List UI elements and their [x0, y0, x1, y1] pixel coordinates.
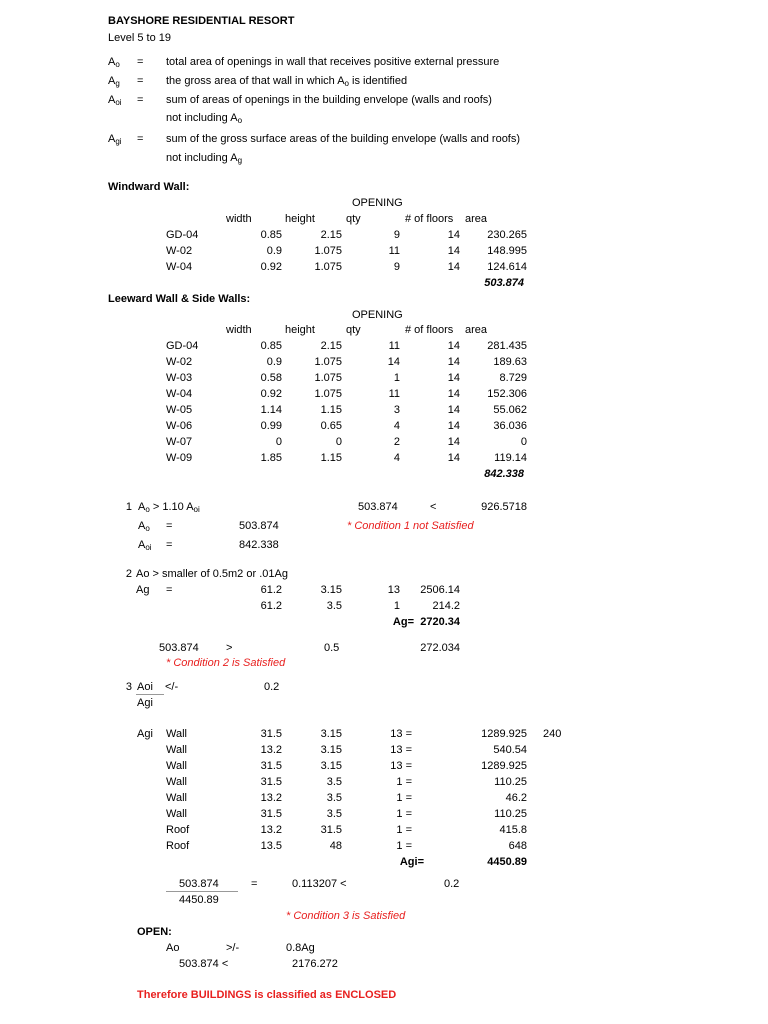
cell-length: 31.5 [260, 760, 282, 772]
cell-opening-code: W-03 [166, 372, 193, 384]
cell-surface-type: Wall [166, 728, 187, 740]
col-header-width: width [226, 324, 252, 336]
side-note: 240 [543, 728, 562, 740]
open-rhs-value: 2176.272 [292, 958, 338, 970]
def-equals: = [137, 133, 144, 145]
windward-title: Windward Wall: [108, 181, 190, 193]
equals-sign: = [166, 520, 173, 532]
def-symbol: $A_{oi}$ [108, 94, 122, 107]
ao-label: $A_o$ [138, 520, 150, 533]
condition-result: * Condition 1 not Satisfied [347, 520, 474, 532]
cell-qty: 9 [393, 261, 400, 273]
cell-surface-type: Roof [166, 824, 190, 836]
ratio-limit: 0.2 [264, 681, 280, 693]
cell-qty: 1 = [396, 792, 412, 804]
ag-total: 2720.34 [420, 616, 460, 628]
col-header-area: area [465, 324, 488, 336]
def-text: sum of areas of openings in the building envelope (walls and roofs) [166, 94, 492, 106]
aoi-label: $A_{oi}$ [138, 539, 152, 552]
cell-area: 152.306 [487, 388, 527, 400]
leeward-title: Leeward Wall & Side Walls: [108, 293, 251, 305]
ag-height: 3.15 [320, 584, 342, 596]
cell-height: 2.15 [320, 340, 342, 352]
cell-floors: 14 [447, 245, 460, 257]
cell-area: 189.63 [493, 356, 527, 368]
condition-result: * Condition 2 is Satisfied [166, 657, 286, 669]
cell-area: 415.8 [499, 824, 527, 836]
fraction-denominator: 4450.89 [179, 894, 219, 906]
cell-area: 119.14 [494, 452, 527, 464]
cell-qty: 1 = [396, 776, 412, 788]
col-header-height: height [285, 213, 315, 225]
equals-sign: = [166, 584, 173, 596]
cell-width: 0 [275, 436, 282, 448]
cell-floors: 14 [447, 452, 460, 464]
cell-surface-type: Wall [166, 776, 187, 788]
opening-header: OPENING [352, 309, 403, 321]
ag-width: 61.2 [260, 600, 282, 612]
cell-floors: 14 [447, 404, 460, 416]
cell-floors: 14 [447, 356, 460, 368]
def-symbol: $A_g$ [108, 75, 120, 88]
cell-area: 8.729 [499, 372, 527, 384]
cell-floors: 14 [447, 388, 460, 400]
cell-length: 31.5 [260, 808, 282, 820]
cell-height: 1.075 [314, 261, 342, 273]
def-symbol: $A_o$ [108, 56, 120, 69]
col-header-height: height [285, 324, 315, 336]
col-header-floors: # of floors [405, 213, 454, 225]
cell-height: 0.65 [320, 420, 342, 432]
cell-opening-code: W-04 [166, 388, 193, 400]
cell-qty: 4 [393, 452, 400, 464]
cell-opening-code: GD-04 [166, 340, 199, 352]
col-header-qty: qty [346, 213, 361, 225]
page-title: BAYSHORE RESIDENTIAL RESORT [108, 15, 295, 27]
cell-qty: 1 [393, 372, 400, 384]
cell-height: 1.15 [320, 452, 342, 464]
cell-width: 0.9 [266, 356, 282, 368]
ag-height: 3.5 [326, 600, 342, 612]
def-equals: = [137, 94, 144, 106]
cell-qty: 11 [388, 245, 400, 257]
cell-area: 1289.925 [481, 760, 527, 772]
cell-floors: 14 [447, 436, 460, 448]
cell-surface-type: Wall [166, 744, 187, 756]
fraction-bar [166, 891, 238, 892]
cell-height: 1.075 [314, 356, 342, 368]
condition-number: 3 [125, 681, 132, 693]
cell-opening-code: GD-04 [166, 229, 199, 241]
cell-qty: 2 [393, 436, 400, 448]
less-than-sign: < [430, 501, 437, 513]
cell-area: 55.062 [493, 404, 527, 416]
condition-formula: Ao > smaller of 0.5m2 or .01Ag [136, 568, 288, 580]
col-header-qty: qty [346, 324, 361, 336]
ratio-limit: 0.2 [444, 878, 460, 890]
cell-width: 0.58 [260, 372, 282, 384]
ao-value: 503.874 [358, 501, 398, 513]
cell-length: 13.5 [260, 840, 282, 852]
cell-height: 31.5 [320, 824, 342, 836]
one-percent-ag: 272.034 [420, 642, 460, 654]
fraction-numerator: 503.874 [179, 878, 219, 890]
agi-denominator: Agi [137, 697, 153, 709]
cell-floors: 14 [447, 229, 460, 241]
windward-total: 503.874 [484, 277, 524, 289]
cell-area: 148.995 [487, 245, 527, 257]
condition-formula: $A_o > 1.10$ $A_{oi}$ [138, 501, 200, 514]
cell-height: 1.075 [314, 388, 342, 400]
cell-length: 13.2 [260, 744, 282, 756]
cell-height: 0 [335, 436, 342, 448]
leeward-total: 842.338 [484, 468, 524, 480]
ao-value: 503.874 [239, 520, 279, 532]
ag-area: 214.2 [432, 600, 460, 612]
cell-height: 3.5 [326, 776, 342, 788]
cell-area: 540.54 [493, 744, 527, 756]
cell-surface-type: Wall [166, 760, 187, 772]
cell-height: 1.075 [314, 372, 342, 384]
page-subtitle: Level 5 to 19 [108, 32, 171, 44]
condition-rhs: 926.5718 [481, 501, 527, 513]
agi-total-label: Agi= [399, 856, 424, 868]
def-text-cont: not including $A_g$ [166, 152, 243, 165]
fraction-bar [136, 694, 164, 695]
cell-height: 1.075 [314, 245, 342, 257]
cell-area: 230.265 [487, 229, 527, 241]
cell-qty: 14 [387, 356, 400, 368]
ag-qty: 13 [387, 584, 400, 596]
condition-number: 1 [125, 501, 132, 513]
cell-height: 2.15 [320, 229, 342, 241]
cell-surface-type: Wall [166, 792, 187, 804]
ag-area: 2506.14 [420, 584, 460, 596]
def-text: the gross area of that wall in which $A_o$ is identified [166, 75, 408, 88]
cell-qty: 3 [393, 404, 400, 416]
cell-opening-code: W-09 [166, 452, 193, 464]
cell-opening-code: W-04 [166, 261, 193, 273]
cell-qty: 1 = [396, 808, 412, 820]
cell-opening-code: W-02 [166, 356, 193, 368]
def-text: total area of openings in wall that receives positive external pressure [166, 56, 500, 68]
cell-height: 3.5 [326, 792, 342, 804]
equals-sign: = [251, 878, 258, 890]
cell-qty: 4 [393, 420, 400, 432]
cell-height: 3.5 [326, 808, 342, 820]
def-equals: = [137, 56, 144, 68]
cell-surface-type: Wall [166, 808, 187, 820]
cell-floors: 14 [447, 420, 460, 432]
cell-area: 36.036 [493, 420, 527, 432]
cell-floors: 14 [447, 372, 460, 384]
conclusion: Therefore BUILDINGS is classified as ENCLOSED [137, 989, 397, 1001]
ao-label: Ao [166, 942, 180, 954]
cell-length: 31.5 [260, 776, 282, 788]
def-equals: = [137, 75, 144, 87]
def-text-cont: not including $A_o$ [166, 112, 243, 125]
ag-qty: 1 [393, 600, 400, 612]
cell-qty: 13 = [390, 760, 412, 772]
cell-qty: 13 = [390, 744, 412, 756]
cell-width: 0.85 [260, 229, 282, 241]
cell-height: 3.15 [320, 744, 342, 756]
greater-than-sign: > [226, 642, 233, 654]
cell-area: 124.614 [487, 261, 527, 273]
cell-area: 110.25 [494, 776, 527, 788]
col-header-floors: # of floors [405, 324, 454, 336]
condition-result: * Condition 3 is Satisfied [286, 910, 406, 922]
cell-length: 31.5 [260, 728, 282, 740]
cell-opening-code: W-02 [166, 245, 193, 257]
cell-opening-code: W-07 [166, 436, 193, 448]
cell-area: 281.435 [487, 340, 527, 352]
cell-qty: 1 = [396, 840, 412, 852]
cell-qty: 1 = [396, 824, 412, 836]
agi-total: 4450.89 [487, 856, 527, 868]
cell-qty: 13 = [390, 728, 412, 740]
aoi-value: 842.338 [239, 539, 279, 551]
aoi-numerator: Aoi [137, 681, 153, 693]
cell-floors: 14 [447, 340, 460, 352]
cell-width: 0.85 [260, 340, 282, 352]
ag-width: 61.2 [260, 584, 282, 596]
def-text: sum of the gross surface areas of the building envelope (walls and roofs) [166, 133, 521, 145]
cell-width: 0.99 [260, 420, 282, 432]
cell-width: 0.92 [260, 388, 282, 400]
cell-width: 1.85 [260, 452, 282, 464]
not-greater-sign: </- [165, 681, 179, 693]
cell-area: 46.2 [505, 792, 527, 804]
ao-value: 503.874 [159, 642, 199, 654]
col-header-area: area [465, 213, 488, 225]
cell-length: 13.2 [260, 824, 282, 836]
not-less-sign: >/- [226, 942, 240, 954]
equals-sign: = [166, 539, 173, 551]
ratio-value: 0.113207 < [292, 878, 347, 890]
cell-surface-type: Roof [166, 840, 190, 852]
ag-total-label: Ag= [392, 616, 414, 628]
cell-area: 1289.925 [481, 728, 527, 740]
col-header-width: width [226, 213, 252, 225]
cell-width: 1.14 [260, 404, 282, 416]
def-symbol: $A_{gi}$ [108, 133, 122, 146]
cell-area: 648 [508, 840, 527, 852]
agi-label: Agi [137, 728, 153, 740]
open-rhs: 0.8Ag [286, 942, 315, 954]
cell-qty: 11 [388, 340, 400, 352]
cell-floors: 14 [447, 261, 460, 273]
cell-height: 3.15 [320, 728, 342, 740]
cell-height: 48 [329, 840, 342, 852]
open-title: OPEN: [137, 926, 172, 938]
min-value: 0.5 [324, 642, 340, 654]
condition-number: 2 [125, 568, 132, 580]
open-lhs-value: 503.874 < [179, 958, 229, 970]
cell-height: 1.15 [320, 404, 342, 416]
cell-length: 13.2 [260, 792, 282, 804]
opening-header: OPENING [352, 197, 403, 209]
cell-area: 110.25 [494, 808, 527, 820]
cell-opening-code: W-05 [166, 404, 193, 416]
cell-qty: 11 [388, 388, 400, 400]
ag-label: Ag [136, 584, 150, 596]
cell-area: 0 [520, 436, 527, 448]
cell-width: 0.92 [260, 261, 282, 273]
cell-height: 3.15 [320, 760, 342, 772]
cell-width: 0.9 [266, 245, 282, 257]
cell-opening-code: W-06 [166, 420, 193, 432]
cell-qty: 9 [393, 229, 400, 241]
